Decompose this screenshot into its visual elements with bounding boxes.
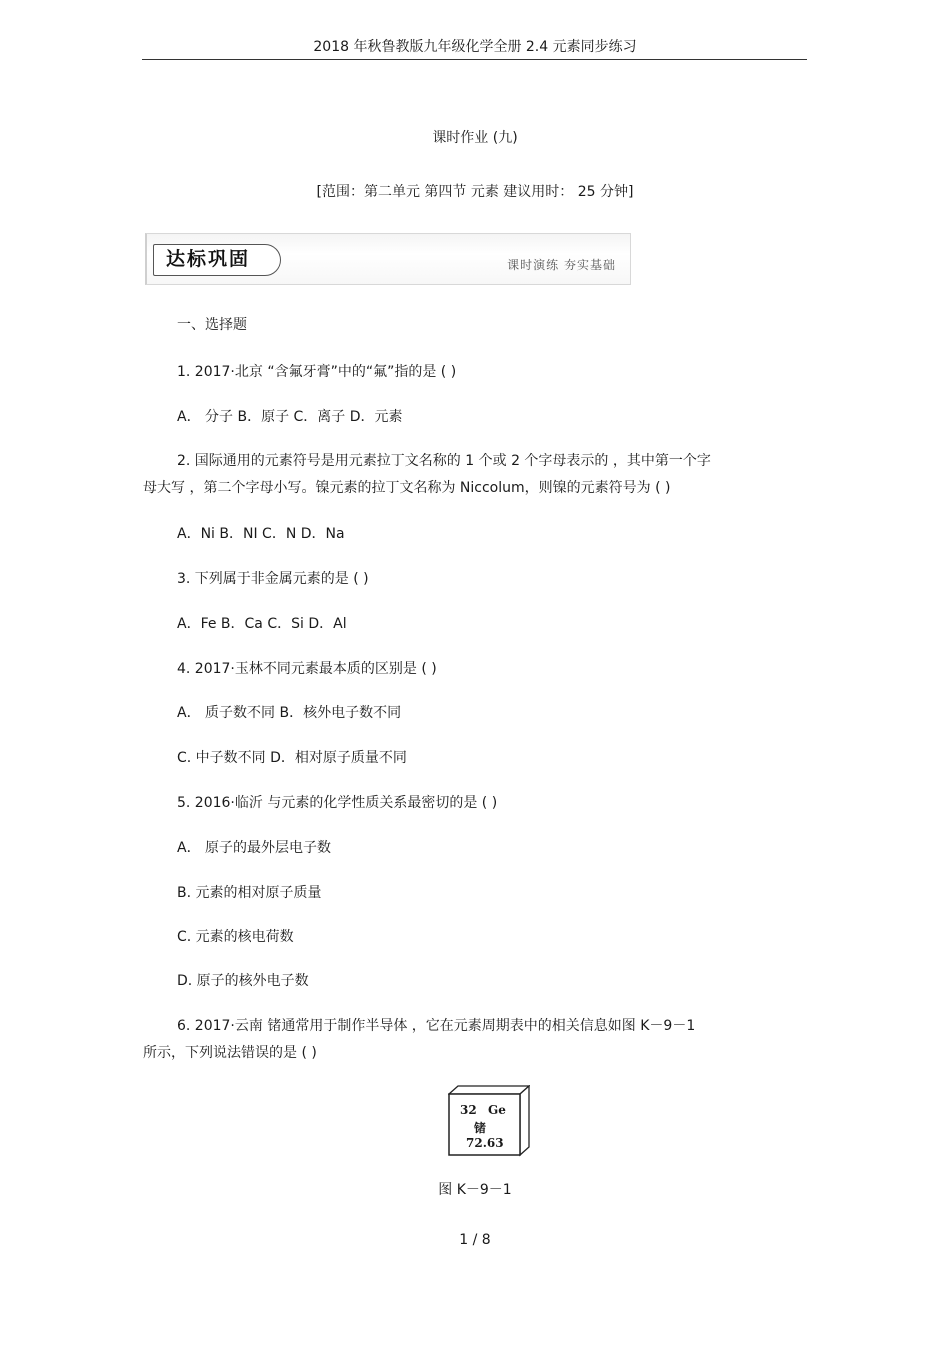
question-5-option-b: B. 元素的相对原子质量 (177, 885, 322, 901)
question-5-option-c: C. 元素的核电荷数 (177, 929, 294, 945)
header-divider (142, 59, 807, 60)
page-number: 1 / 8 (459, 1232, 491, 1248)
section-banner (145, 233, 631, 285)
question-4-stem: 4. 2017·玉林不同元素最本质的区别是 ( ) (177, 661, 437, 677)
element-cell-figure (448, 1085, 530, 1157)
question-2-stem-line2: 母大写 ，第二个字母小写。镍元素的拉丁文名称为 Niccolum，则镍的元素符号为 ( ) (143, 480, 671, 496)
element-name: 锗 (474, 1121, 487, 1135)
banner-subtitle: 课时演练 夯实基础 (507, 258, 616, 272)
question-5-stem: 5. 2016·临沂 与元素的化学性质关系最密切的是 ( ) (177, 795, 498, 811)
atomic-number: 32 (460, 1103, 477, 1117)
question-1-options: A． 分子 B．原子 C．离子 D．元素 (177, 409, 403, 425)
question-2-stem-line1: 2. 国际通用的元素符号是用元素拉丁文名称的 1 个或 2 个字母表示的 ，其中第一个字 (177, 453, 711, 469)
question-4-option-ab: A． 质子数不同 B．核外电子数不同 (177, 705, 402, 721)
question-1-stem: 1. 2017·北京 “含氟牙膏”中的“氟”指的是 ( ) (177, 364, 457, 380)
question-4-option-cd: C. 中子数不同 D．相对原子质量不同 (177, 750, 407, 766)
section-title: 一、选择题 (177, 317, 247, 333)
question-5-option-a: A． 原子的最外层电子数 (177, 840, 332, 856)
running-header: 2018 年秋鲁教版九年级化学全册 2.4 元素同步练习 (313, 39, 637, 55)
atomic-mass: 72.63 (466, 1136, 504, 1150)
homework-title: 课时作业 (九) (432, 130, 518, 146)
question-6-stem-line1: 6. 2017·云南 锗通常用于制作半导体 ，它在元素周期表中的相关信息如图 K－9－1 (177, 1018, 696, 1034)
question-3-stem: 3. 下列属于非金属元素的是 ( ) (177, 571, 369, 587)
question-2-options: A．Ni B．NI C．N D．Na (177, 526, 345, 542)
question-3-options: A．Fe B．Ca C．Si D．Al (177, 616, 347, 632)
figure-caption: 图 K－9－1 (438, 1182, 512, 1198)
question-6-stem-line2: 所示，下列说法错误的是 ( ) (143, 1045, 317, 1061)
element-symbol: Ge (488, 1103, 506, 1117)
scope-line: [范围：第二单元 第四节 元素 建议用时： 25 分钟] (316, 184, 634, 200)
banner-label: 达标巩固 (153, 244, 281, 276)
question-5-option-d: D. 原子的核外电子数 (177, 973, 309, 989)
